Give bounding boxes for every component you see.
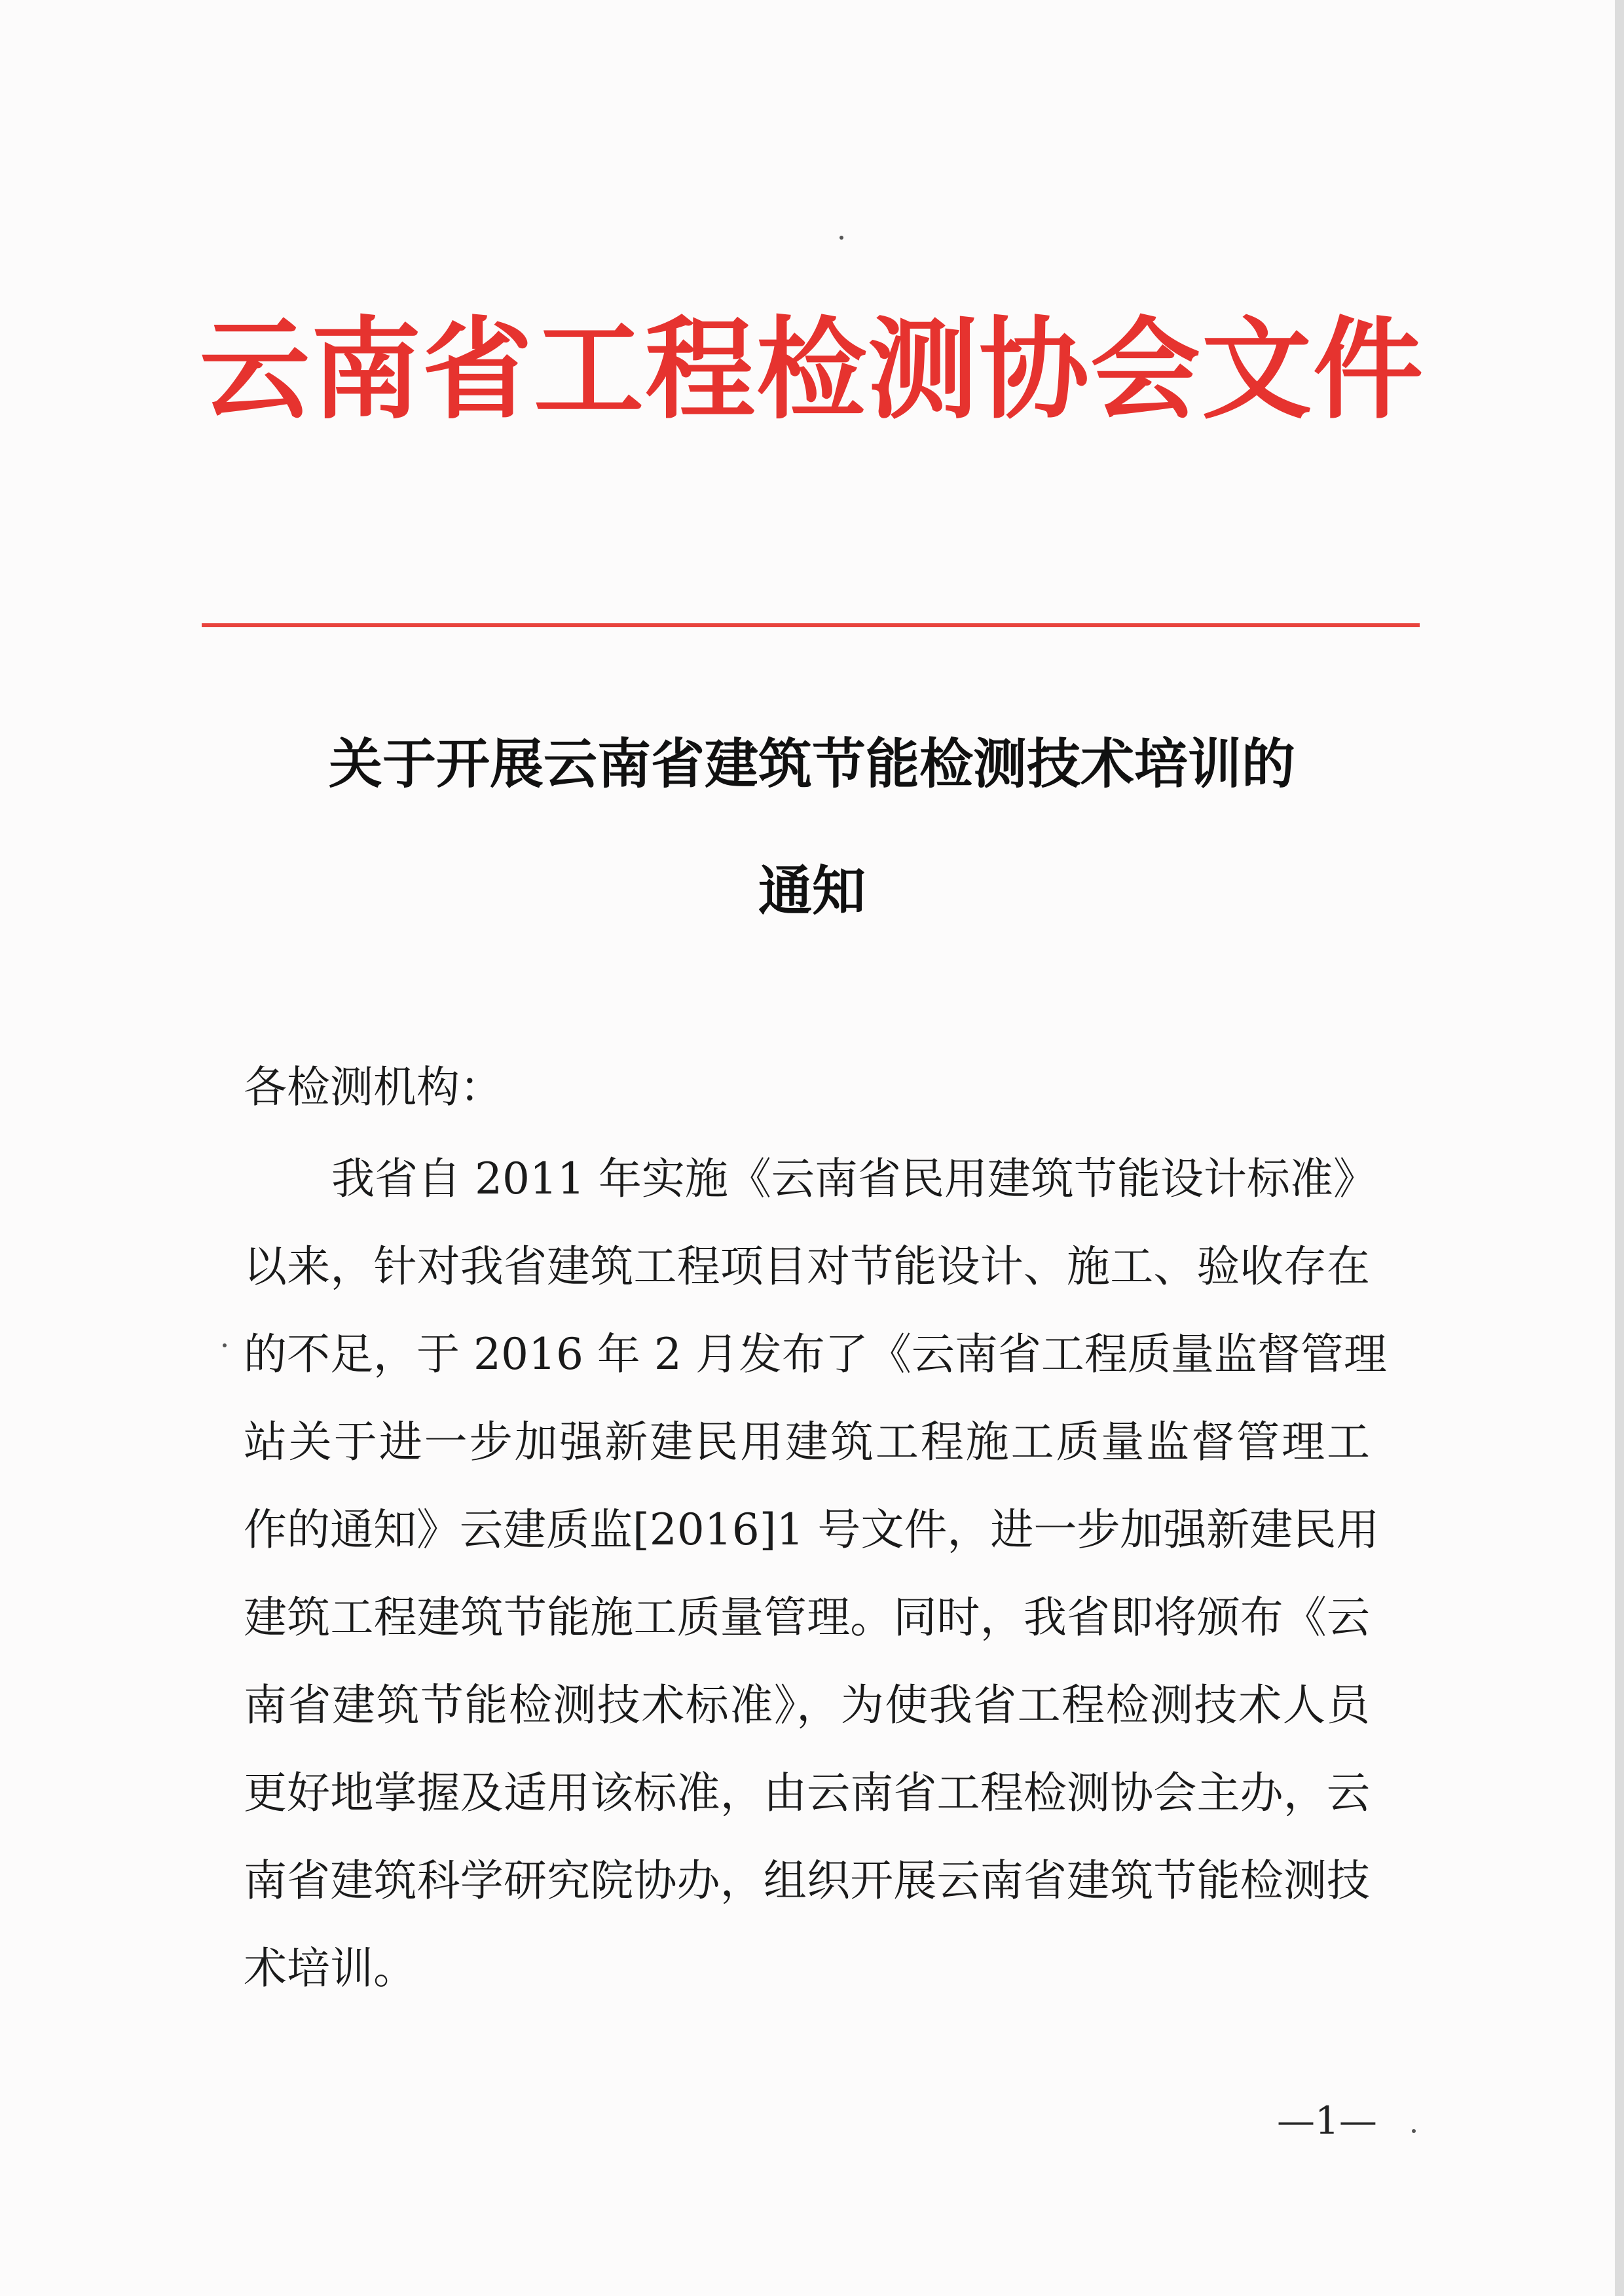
scan-speck [840,236,843,240]
notice-title-line-1: 关于开展云南省建筑节能检测技术培训的 [328,733,1295,795]
body-line: 南省建筑科学研究院协办，组织开展云南省建筑节能检测技 [244,1855,1370,1906]
scan-speck [223,1343,227,1347]
page-number: —1— [1277,2098,1377,2143]
scan-edge [1615,0,1624,2296]
scan-speck [1412,2129,1416,2133]
red-divider-line [202,623,1420,627]
body-line: 的不足，于 2016 年 2 月发布了《云南省工程质量监督管理 [244,1329,1387,1379]
organization-header-title: 云南省工程检测协会文件 [200,304,1424,434]
salutation: 各检测机构： [244,1062,503,1112]
body-line: 我省自 2011 年实施《云南省民用建筑节能设计标准》 [331,1154,1376,1204]
body-line: 作的通知》云建质监[2016]1 号文件，进一步加强新建民用 [244,1504,1380,1555]
body-line: 更好地掌握及适用该标准，由云南省工程检测协会主办，云 [244,1768,1370,1818]
body-line: 术培训。 [244,1943,416,1994]
body-line: 建筑工程建筑节能施工质量管理。同时，我省即将颁布《云 [244,1592,1370,1643]
body-line: 南省建筑节能检测技术标准》，为使我省工程检测技术人员 [244,1680,1370,1730]
notice-title-line-2: 通知 [758,860,866,922]
body-line: 站关于进一步加强新建民用建筑工程施工质量监督管理工 [244,1417,1370,1467]
body-line: 以来，针对我省建筑工程项目对节能设计、施工、验收存在 [244,1241,1370,1292]
